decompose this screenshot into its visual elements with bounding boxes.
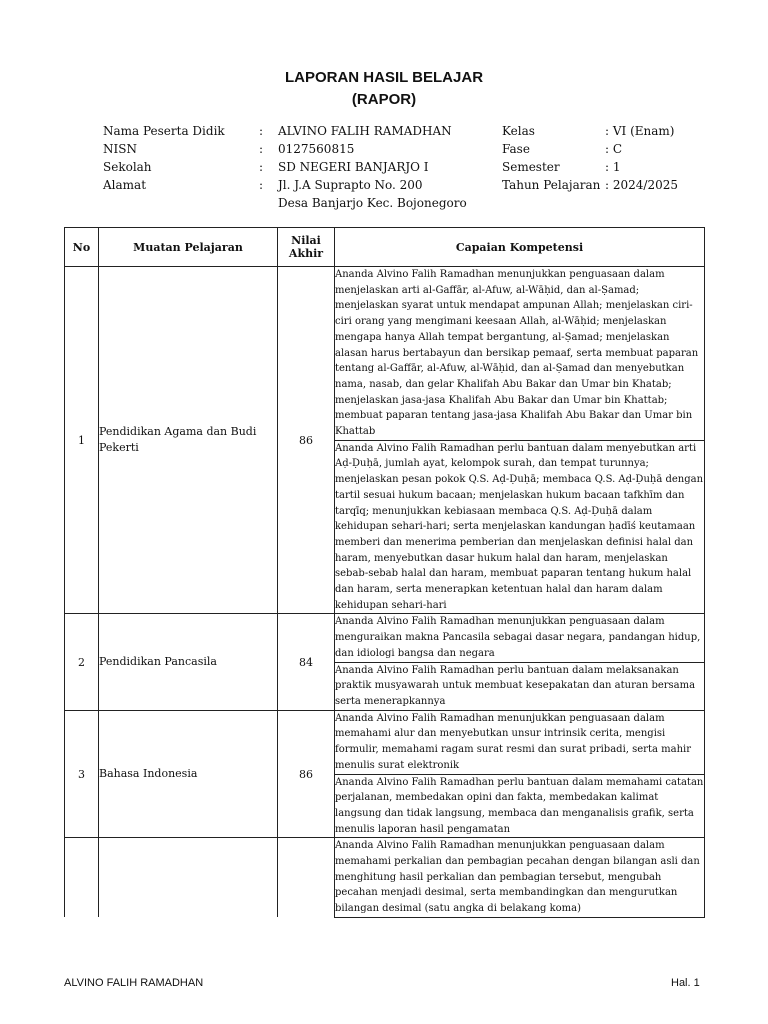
school-label: Sekolah [103, 160, 152, 174]
name-label: Nama Peserta Didik [103, 124, 225, 138]
semester-value: : 1 [605, 160, 621, 174]
table-row [65, 838, 705, 918]
phase-value: : C [605, 142, 623, 156]
final-score: 86 [278, 267, 335, 614]
colon: : [259, 160, 264, 174]
class-labels [502, 122, 600, 194]
colon: : [259, 124, 264, 138]
page-number: Hal. 1 [671, 977, 700, 989]
competency-needs-help: Ananda Alvino Falih Ramadhan perlu bantuan dalam menyebutkan arti Aḍ-Ḍuḥā, jumlah ayat, kelompok surah, dan tempat turunnya; menjelaskan pesan pokok Q.S. Aḍ-Ḍuḥā; membaca Q.S. Aḍ-Ḍuḥā dengan tartil sesuai hukum bacaan; menjelaskan hukum bacaan tafkhīm dan tarqīq; menunjukkan kebiasaan membaca Q.S. Aḍ-Ḍuḥā dalam kehidupan sehari-hari; serta menjelaskan kandungan ḥadīś keutamaan memberi dan menerima pemberian dan menjelaskan definisi halal dan haram, menyebutkan dasar hukum halal dan haram, menjelaskan sebab-sebab halal dan haram, membuat paparan tentang hukum halal dan haram, serta menerapkan ketentuan halal dan haram dalam kehidupan sehari-hari [335, 440, 705, 614]
class-label: Kelas [502, 124, 535, 138]
subject-name: Pendidikan Pancasila [99, 614, 278, 710]
colon: : [259, 142, 264, 156]
final-score: 84 [278, 614, 335, 710]
header-subject: Muatan Pelajaran [99, 228, 278, 267]
student-colons [259, 122, 263, 194]
report-title: LAPORAN HASIL BELAJAR [284, 69, 484, 86]
semester-label: Semester [502, 160, 560, 174]
final-score: 86 [278, 710, 335, 838]
class-value: : VI (Enam) [605, 124, 675, 138]
table-row [65, 710, 705, 774]
student-name: ALVINO FALIH RAMADHAN [278, 124, 452, 138]
class-values [605, 122, 678, 194]
school-value: SD NEGERI BANJARJO I [278, 160, 429, 174]
header-score: Nilai Akhir [278, 228, 335, 267]
phase-label: Fase [502, 142, 530, 156]
table-row [65, 267, 705, 441]
competency-needs-help: Ananda Alvino Falih Ramadhan perlu bantuan dalam memahami catatan perjalanan, membedakan opini dan fakta, membedakan kalimat langsung dan tidak langsung, membaca dan menganalisis grafik, serta menulis laporan hasil pengamatan [335, 774, 705, 838]
competency-mastery: Ananda Alvino Falih Ramadhan menunjukkan penguasaan dalam memahami alur dan menyebutkan unsur intrinsik cerita, mengisi formulir, memahami ragam surat resmi dan surat pribadi, serta mahir menulis surat elektronik [335, 710, 705, 774]
subject-name: Pendidikan Agama dan Budi Pekerti [99, 267, 278, 614]
table-row [65, 614, 705, 662]
competency-mastery: Ananda Alvino Falih Ramadhan menunjukkan penguasaan dalam memahami perkalian dan pembagian pecahan dengan bilangan asli dan menghitung hasil perkalian dan pembagian tersebut, mengubah pecahan menjadi desimal, serta membandingkan dan mengurutkan bilangan desimal (satu angka di belakang koma) [335, 838, 705, 918]
address-label: Alamat [103, 178, 147, 192]
final-score [278, 838, 335, 918]
table-header-row [65, 228, 705, 267]
address-line2: Desa Banjarjo Kec. Bojonegoro [278, 196, 467, 210]
student-labels [103, 122, 225, 194]
school-year-value: : 2024/2025 [605, 178, 678, 192]
student-values [278, 122, 467, 212]
competency-needs-help: Ananda Alvino Falih Ramadhan perlu bantuan dalam melaksanakan praktik musyawarah untuk membuat kesepakatan dan aturan bersama serta menerapkannya [335, 662, 705, 710]
header-competency: Capaian Kompetensi [335, 228, 705, 267]
grades-table [64, 227, 705, 918]
row-number: 3 [65, 710, 99, 838]
footer-student-name: ALVINO FALIH RAMADHAN [64, 977, 204, 989]
competency-mastery: Ananda Alvino Falih Ramadhan menunjukkan penguasaan dalam menjelaskan arti al-Gaffār, al-Afuw, al-Wāḥid, dan al-Ṣamad; menjelaskan syarat untuk mendapat ampunan Allah; menjelaskan ciri-ciri orang yang mengimani keesaan Allah, al-Wāḥid; menjelaskan mengapa hanya Allah tempat bergantung, al-Ṣamad; menjelaskan alasan harus bertabayun dan bersikap pemaaf, serta membuat paparan tentang al-Gaffār, al-Afuw, al-Wāḥid, dan al-Ṣamad dan menyebutkan nama, nasab, dan gelar Khalifah Abu Bakar dan Umar bin Khatab; menjelaskan jasa-jasa Khalifah Abu Bakar dan Umar bin Khattab; membuat paparan tentang jasa-jasa Khalifah Abu Bakar dan Umar bin Khattab [335, 267, 705, 441]
competency-mastery: Ananda Alvino Falih Ramadhan menunjukkan penguasaan dalam menguraikan makna Pancasila sebagai dasar negara, pandangan hidup, dan idiologi bangsa dan negara [335, 614, 705, 662]
header-no: No [65, 228, 99, 267]
nisn-value: 0127560815 [278, 142, 355, 156]
row-number: 1 [65, 267, 99, 614]
address-line1: Jl. J.A Suprapto No. 200 [278, 178, 423, 192]
subject-name: Bahasa Indonesia [99, 710, 278, 838]
nisn-label: NISN [103, 142, 137, 156]
row-number [65, 838, 99, 918]
report-subtitle: (RAPOR) [351, 91, 417, 108]
school-year-label: Tahun Pelajaran [502, 178, 601, 192]
row-number: 2 [65, 614, 99, 710]
colon: : [259, 178, 264, 192]
subject-name [99, 838, 278, 918]
